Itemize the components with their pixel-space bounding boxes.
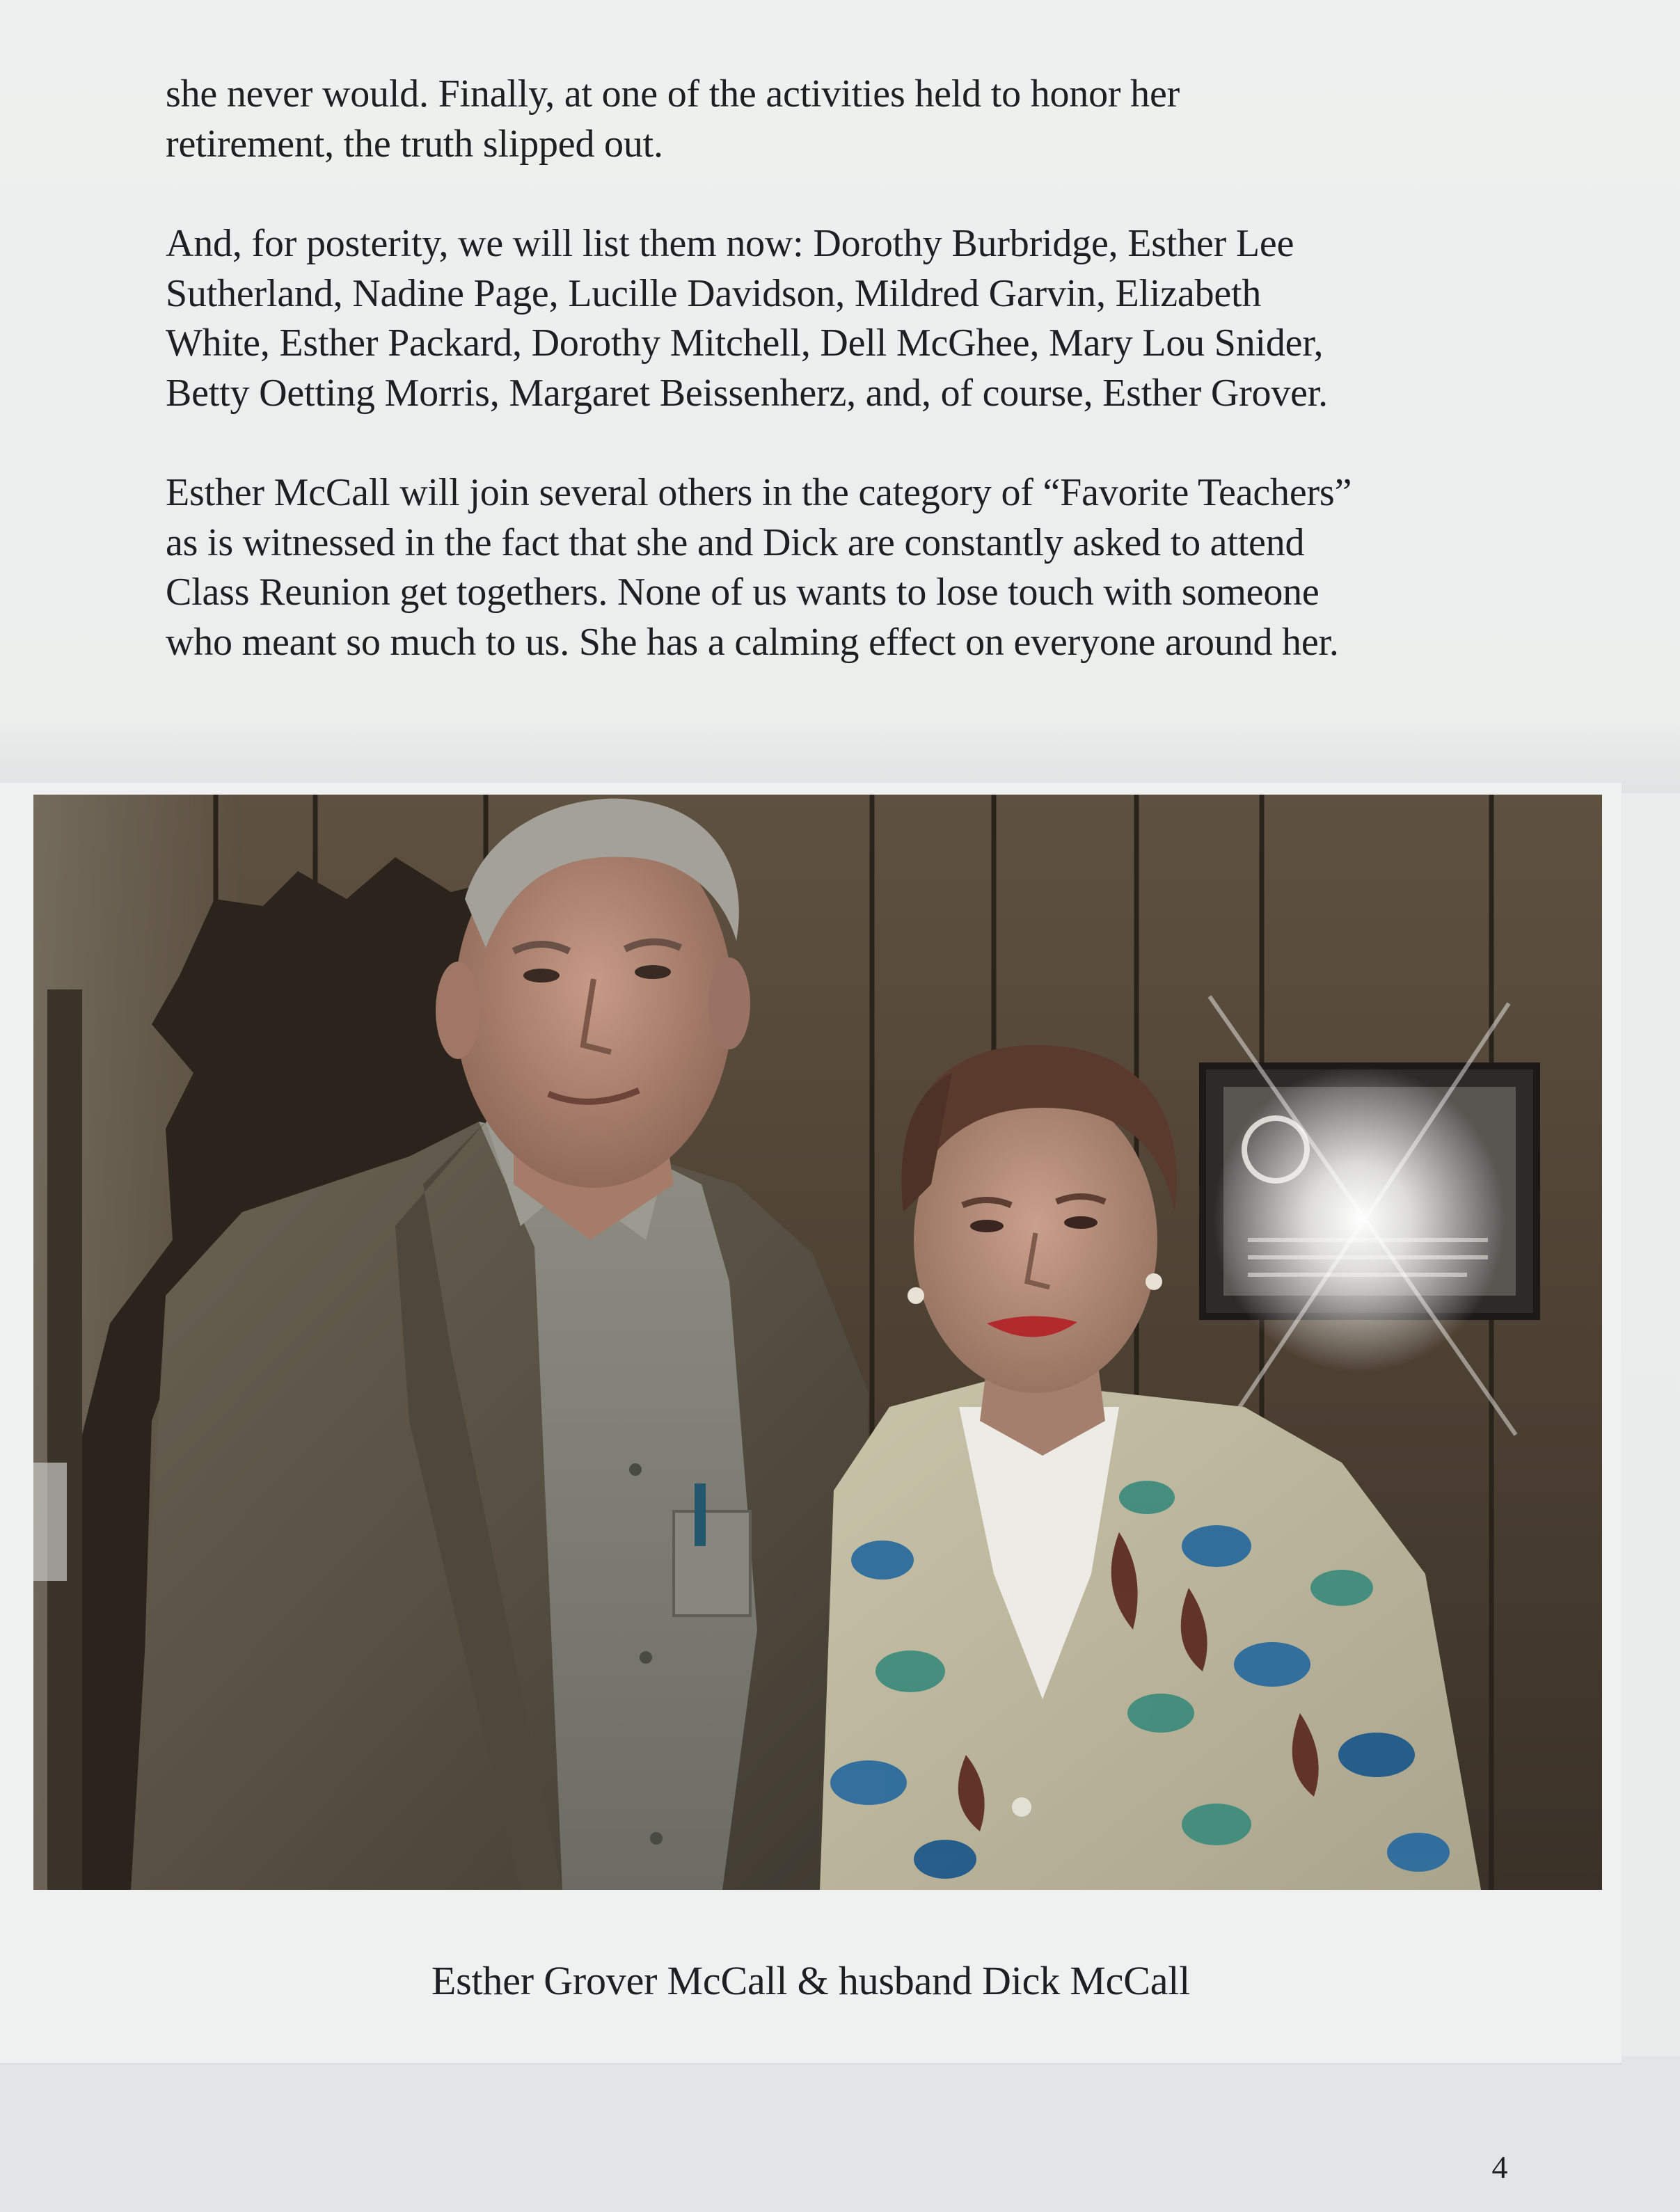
couple-photo	[33, 795, 1602, 1890]
paragraph-retirement: she never would. Finally, at one of the activities held to honor her retirement, the truth slipped out.	[166, 72, 1180, 166]
photo-caption: Esther Grover McCall & husband Dick McCall	[431, 1958, 1191, 2003]
body-text	[166, 70, 1558, 717]
couple-photo-illustration	[33, 795, 1602, 1890]
page-number: 4	[1491, 2149, 1508, 2185]
paragraph-name-list: And, for posterity, we will list them now: Dorothy Burbridge, Esther Lee Sutherland, Nadine Page, Lucille Davidson, Mildred Garvin, Elizabeth White, Esther Packard, Dorothy Mitchell, Dell McGhee, Mary Lou Snider, Betty Oetting Morris, Margaret Beissenherz, and, of course, Esther Grover.	[166, 222, 1328, 415]
paragraph-favorite-teachers: Esther McCall will join several others in the category of “Favorite Teachers” as is witnessed in the fact that she and Dick are constantly asked to attend Class Reunion get togethers. None of us wants to lose touch with someone who meant so much to us. She has a calming effect on everyone around her.	[166, 471, 1352, 664]
